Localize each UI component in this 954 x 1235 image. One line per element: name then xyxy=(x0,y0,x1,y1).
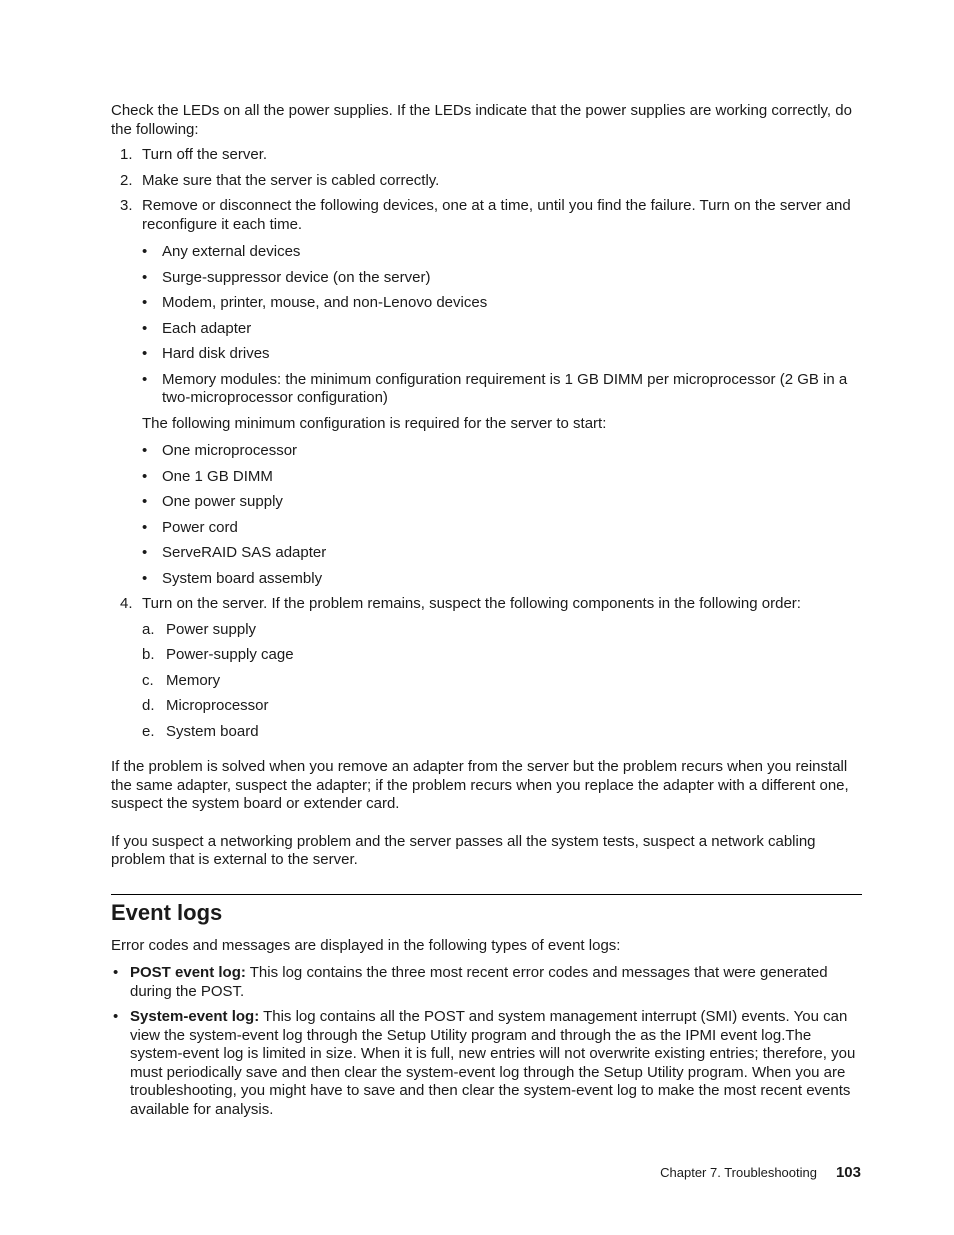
bullet-icon: • xyxy=(142,467,148,485)
bullet-icon: • xyxy=(142,370,148,388)
item-letter: a. xyxy=(142,620,155,638)
list-item: • Surge-suppressor device (on the server) xyxy=(142,268,431,286)
list-item: • Hard disk drives xyxy=(142,345,270,362)
page-footer xyxy=(660,1164,861,1183)
term: System-event log: xyxy=(130,1008,260,1025)
procedure-steps xyxy=(111,146,862,741)
list-item: • ServeRAID SAS adapter xyxy=(142,544,327,561)
step-text: Make sure that the server is cabled correctly. xyxy=(142,171,440,189)
step-number: 1. xyxy=(120,146,133,163)
list-item: • Power cord xyxy=(142,518,238,536)
step-text: Remove or disconnect the following devices, one at a time, until you find the failure. Turn on the server and reconfigure it each time. xyxy=(142,197,851,233)
definition: This log contains all the POST and system management interrupt (SMI) events. You can view the system-event log through the Setup Utility program and through the as the IPMI event log.The system-event log is limited in size. When it is full, new entries will not overwrite existing entries; therefore, you must periodically save and then clear the system-event log through the Setup Utility program. When you are troubleshooting, you might have to save and then clear the system-event log to make the most recent events available for analysis. xyxy=(130,1008,856,1118)
component-order-list xyxy=(142,621,862,742)
chapter-title: Chapter 7. Troubleshooting xyxy=(660,1165,817,1180)
bullet-icon: • xyxy=(142,493,148,510)
list-item: b. Power-supply cage xyxy=(142,646,294,663)
list-item: a. Power supply xyxy=(142,620,257,638)
list-item: • Modem, printer, mouse, and non-Lenovo devices xyxy=(142,294,488,311)
term: POST event log: xyxy=(130,964,246,981)
list-item: c. Memory xyxy=(142,671,221,689)
intro-paragraph: Check the LEDs on all the power supplies. If the LEDs indicate that the power supplies are working correctly, do the following: xyxy=(111,102,852,138)
step-4 xyxy=(111,595,862,741)
bullet-icon: • xyxy=(142,294,148,311)
page-number: 103 xyxy=(835,1164,861,1181)
bullet-icon: • xyxy=(142,544,148,561)
list-item: • System board assembly xyxy=(142,569,323,587)
bullet-icon: • xyxy=(142,442,148,459)
step-3 xyxy=(111,197,862,588)
bullet-icon: • xyxy=(142,345,148,362)
list-item: • One 1 GB DIMM xyxy=(142,467,273,485)
list-item: • Memory modules: the minimum configuration requirement is 1 GB DIMM per microprocessor (2 GB in a two-microprocessor configuration) xyxy=(142,370,848,406)
min-config-intro: The following minimum configuration is required for the server to start: xyxy=(142,414,607,432)
event-logs-intro: Error codes and messages are displayed in the following types of event logs: xyxy=(111,936,621,954)
step-number: 3. xyxy=(120,197,133,214)
step-number: 2. xyxy=(120,171,133,189)
bullet-icon: • xyxy=(142,319,148,337)
list-item: d. Microprocessor xyxy=(142,697,269,714)
item-letter: b. xyxy=(142,646,155,663)
definition: This log contains the three most recent error codes and messages that were generated during the POST. xyxy=(130,964,828,1000)
bullet-icon: • xyxy=(142,268,148,286)
list-item xyxy=(111,1008,862,1119)
section-divider xyxy=(111,894,862,895)
step-1 xyxy=(111,146,862,165)
list-item: e. System board xyxy=(142,722,259,740)
bullet-icon: • xyxy=(113,964,119,981)
min-config-list xyxy=(142,442,862,588)
section-heading: Event logs xyxy=(111,899,223,925)
list-item: • One microprocessor xyxy=(142,442,298,459)
item-letter: e. xyxy=(142,722,155,740)
bullet-icon: • xyxy=(142,243,148,260)
step-text: Turn on the server. If the problem remains, suspect the following components in the following order: xyxy=(142,595,801,612)
event-log-types xyxy=(111,964,862,1119)
list-item: • Any external devices xyxy=(142,243,301,260)
bullet-icon: • xyxy=(142,569,148,587)
step-2 xyxy=(111,172,862,191)
step-text: Turn off the server. xyxy=(142,146,268,163)
bullet-icon: • xyxy=(113,1008,119,1025)
bullet-icon: • xyxy=(142,518,148,536)
list-item xyxy=(111,964,862,1001)
item-letter: c. xyxy=(142,671,154,689)
list-item: • One power supply xyxy=(142,493,283,510)
page-content xyxy=(111,102,862,1126)
network-paragraph: If you suspect a networking problem and the server passes all the system tests, suspect a network cabling problem that is external to the server. xyxy=(111,832,816,868)
adapter-paragraph: If the problem is solved when you remove an adapter from the server but the problem recurs when you reinstall the same adapter, suspect the adapter; if the problem recurs when you replace the adapter with a different one, suspect the system board or extender card. xyxy=(111,758,849,812)
device-list xyxy=(142,243,862,408)
item-letter: d. xyxy=(142,697,155,714)
step-number: 4. xyxy=(120,595,133,612)
list-item: • Each adapter xyxy=(142,319,252,337)
